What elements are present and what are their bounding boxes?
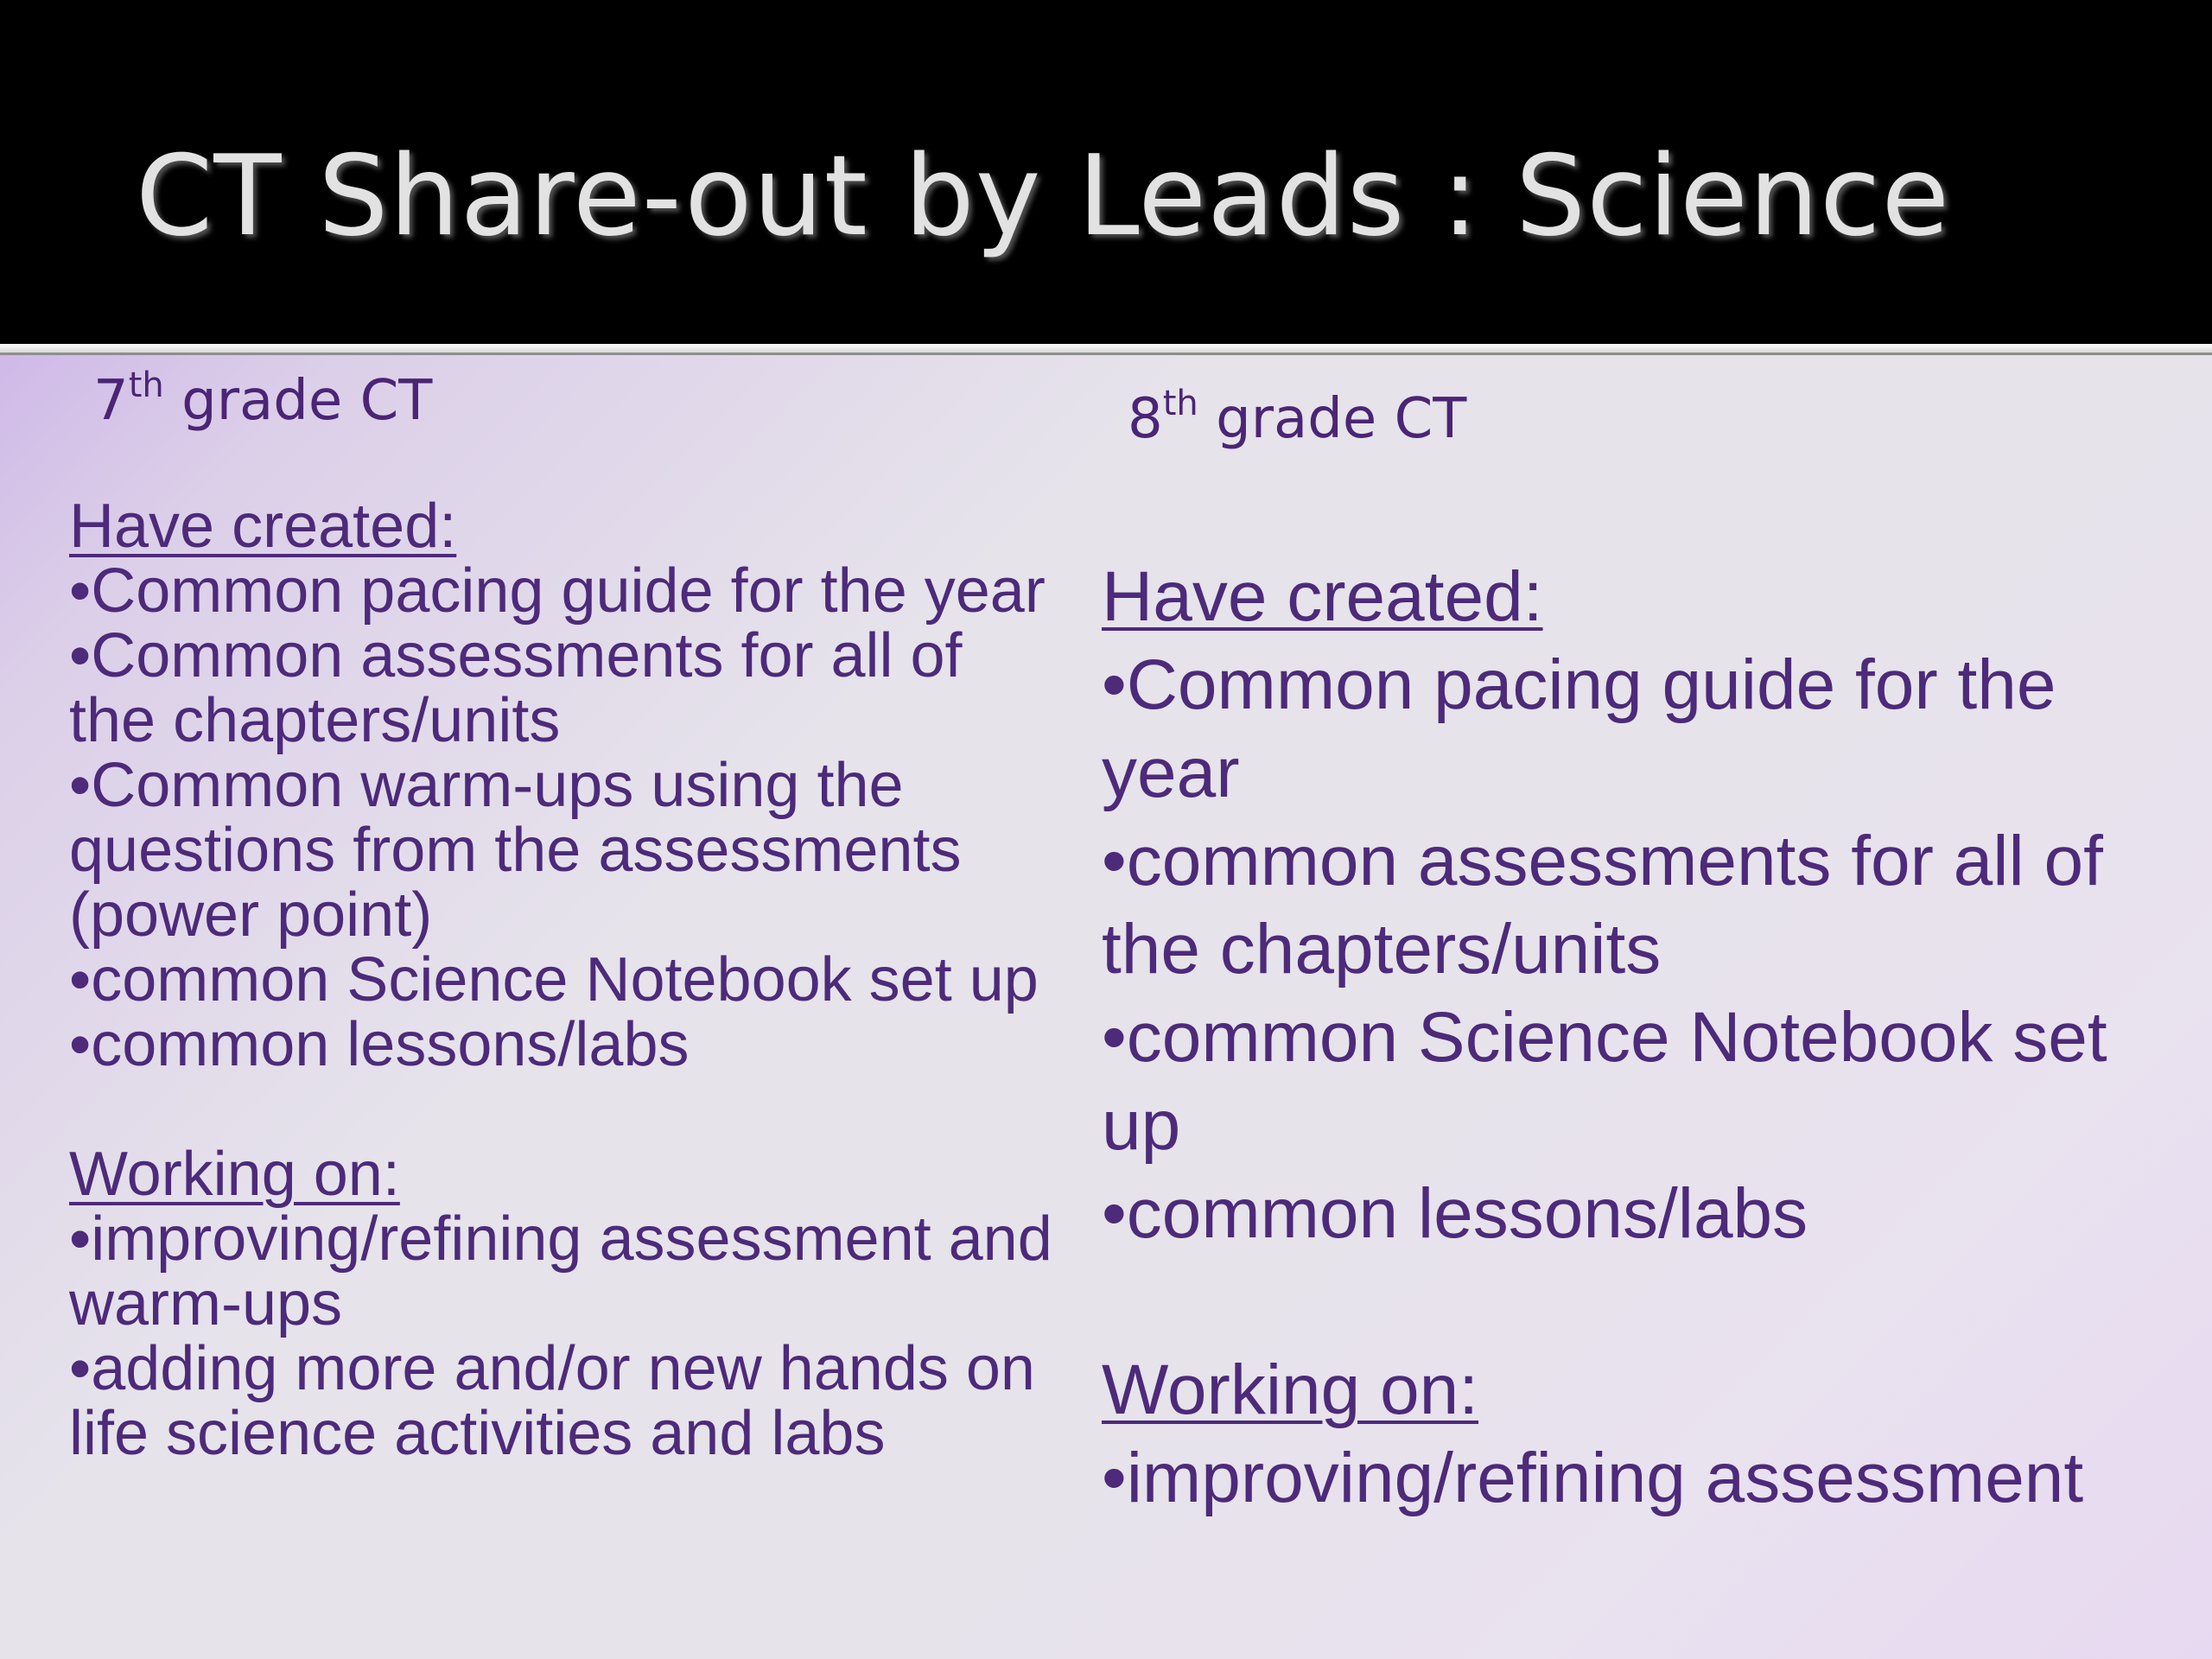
grade-suffix: th [128, 365, 164, 405]
list-item: •Common warm-ups using the questions from the assessments (power point) [69, 751, 962, 950]
working-on-label: Working on: [69, 1140, 400, 1209]
list-item: •common lessons/labs [69, 1010, 690, 1079]
column-body-8th-grade [1102, 553, 2199, 1522]
list-item: •improving/refining assessment [1102, 1439, 2084, 1517]
list-item: •common assessments for all of the chapters/units [1102, 822, 2103, 988]
working-on-label: Working on: [1102, 1351, 1479, 1429]
column-body-7th-grade [69, 494, 1063, 1466]
grade-number: 7 [93, 369, 129, 433]
list-item: •improving/refining assessment and warm-ups [69, 1205, 1052, 1338]
have-created-label: Have created: [69, 492, 457, 561]
list-item: •adding more and/or new hands on life science activities and labs [69, 1334, 1035, 1468]
column-heading-7th-grade [93, 366, 432, 435]
title-divider [0, 344, 2212, 355]
list-item: •Common assessments for all of the chapters/units [69, 621, 963, 755]
column-heading-8th-grade [1128, 385, 1466, 454]
grade-number: 8 [1128, 387, 1163, 451]
slide-title: CT Share-out by Leads : Science [136, 132, 1951, 261]
list-item: •common lessons/labs [1102, 1174, 1808, 1253]
grade-label: grade CT [1198, 387, 1467, 451]
section-spacer [1102, 1258, 2199, 1346]
list-item: •Common pacing guide for the year [1102, 645, 2056, 812]
grade-label: grade CT [163, 369, 433, 433]
list-item: •common Science Notebook set up [1102, 998, 2107, 1165]
list-item: •Common pacing guide for the year [69, 556, 1046, 626]
list-item: •common Science Notebook set up [69, 945, 1039, 1014]
have-created-label: Have created: [1102, 557, 1543, 636]
section-spacer [69, 1077, 1063, 1142]
grade-suffix: th [1162, 384, 1198, 423]
